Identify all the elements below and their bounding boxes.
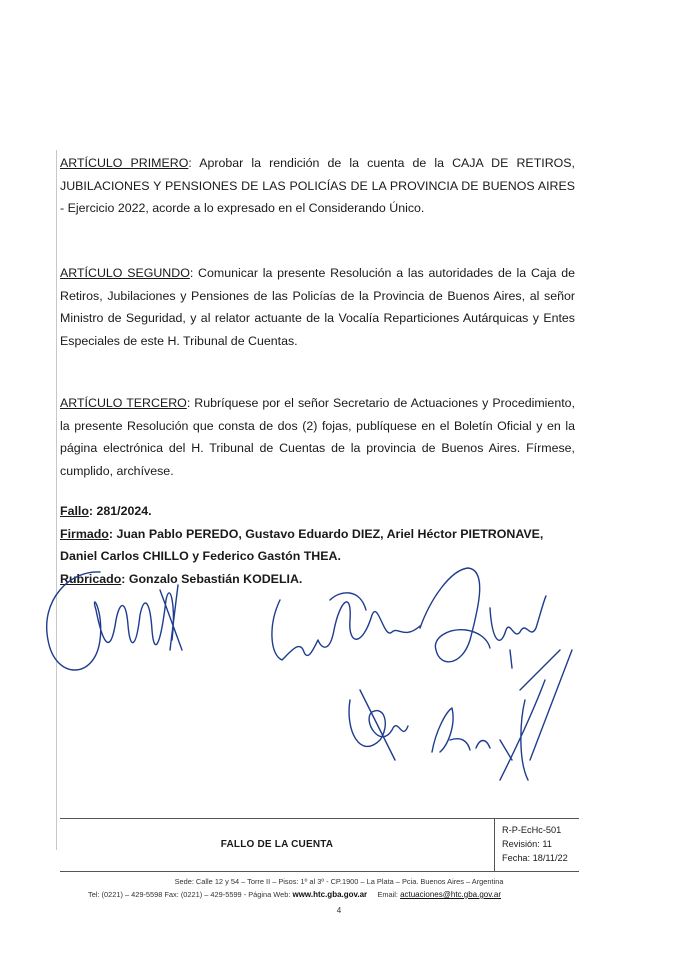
signature-right <box>490 596 546 668</box>
article-tercero-heading: ARTÍCULO TERCERO <box>60 396 187 410</box>
rubricado-label: Rubricado <box>60 571 122 586</box>
rubricado-value: : Gonzalo Sebastián KODELIA. <box>121 571 303 586</box>
footer-title: FALLO DE LA CUENTA <box>220 839 334 850</box>
phone-fax: Tel: (0221) – 429-5598 Fax: (0221) – 429-5599 - Página Web: <box>88 890 291 899</box>
signature-right-bottom <box>432 650 572 780</box>
signature-middle-left <box>272 593 420 660</box>
form-footer <box>60 818 579 872</box>
form-code: R-P-EcHc-501 <box>502 825 562 835</box>
fallo-label: Fallo <box>60 504 89 518</box>
firmado-label: Firmado <box>60 526 109 541</box>
page-number: 4 <box>336 906 342 915</box>
fallo-value: : 281/2024. <box>88 504 152 518</box>
form-date: Fecha: 18/11/22 <box>502 853 568 863</box>
email-link[interactable]: actuaciones@htc.gba.gov.ar <box>400 890 501 899</box>
footer-meta <box>502 823 568 865</box>
signature-left <box>47 572 182 670</box>
article-segundo-text: : Comunicar la presente Resolución a las autoridades de la Caja de Retiros, Jubilaciones y Pensiones de las Policías de la Provincia de Buenos Aires, al señor Ministro de Seguridad, y al relator actuante de la Vocalía Reparticiones Autárquicas y Entes Especiales de este H. Tribunal de Cuentas. <box>60 266 575 348</box>
article-primero-heading: ARTÍCULO PRIMERO <box>60 156 189 170</box>
email-label: Email: <box>377 890 398 899</box>
contact-line <box>88 890 501 899</box>
website-link[interactable]: www.htc.gba.gov.ar <box>292 890 368 899</box>
firmado-value: : Juan Pablo PEREDO, Gustavo Eduardo DIEZ, Ariel Héctor PIETRONAVE, Daniel Carlos CHILLO y Federico Gastón THEA. <box>60 526 544 564</box>
address-line: Sede: Calle 12 y 54 – Torre II – Pisos: 1º al 3º - CP.1900 – La Plata – Pcia. Buenos Aires – Argentina <box>174 877 504 886</box>
article-tercero-text: : Rubríquese por el señor Secretario de Actuaciones y Procedimiento, la presente Resolución que consta de dos (2) fojas, publíquese en el Boletín Oficial y en la página electrónica del H. Tribunal de Cuentas de la provincia de Buenos Aires. Fírmese, cumplido, archívese. <box>60 396 575 478</box>
footer-divider <box>494 819 495 871</box>
signature-center-bottom <box>349 690 408 760</box>
article-primero-text: : Aprobar la rendición de la cuenta de la CAJA DE RETIROS, JUBILACIONES Y PENSIONES DE LAS POLICÍAS DE LA PROVINCIA DE BUENOS AIRES - Ejercicio 2022, acorde a lo expresado en el Considerando Único. <box>60 156 575 216</box>
signature-loop <box>420 568 490 662</box>
form-revision: Revisión: 11 <box>502 839 552 849</box>
article-segundo-heading: ARTÍCULO SEGUNDO <box>60 266 190 280</box>
